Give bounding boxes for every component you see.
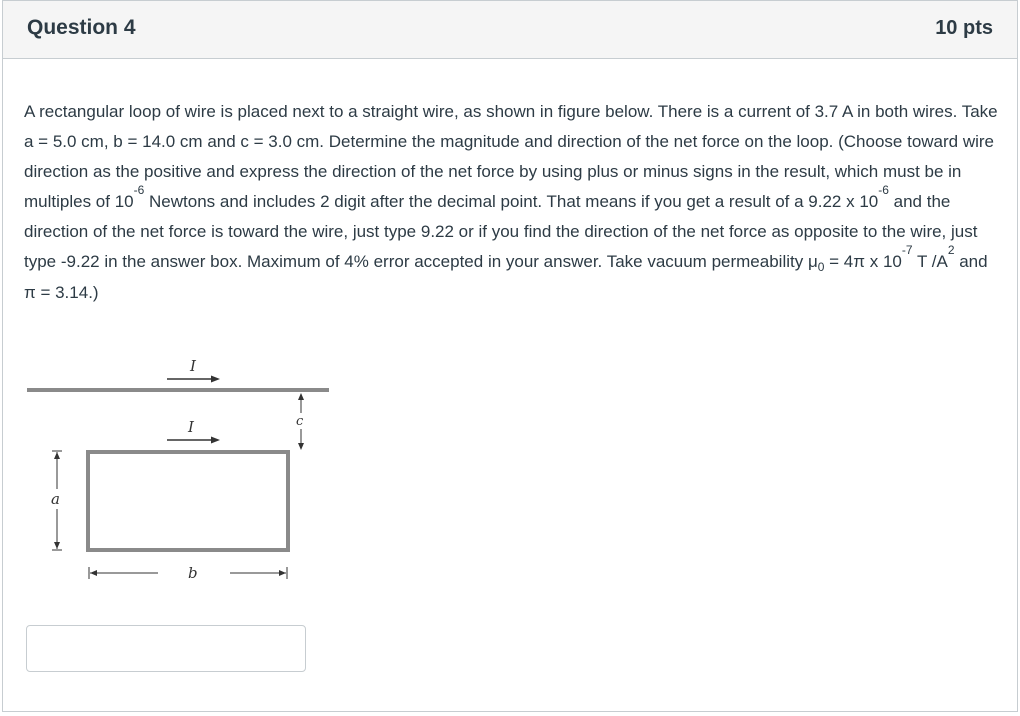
exponent: -6 (878, 183, 889, 197)
question-text (24, 97, 999, 308)
arrowhead-icon (54, 542, 60, 549)
answer-input[interactable] (26, 625, 306, 672)
exponent: 2 (947, 243, 955, 257)
question-text-part: A rectangular loop of wire is placed next to a straight wire, as shown in figure below. There is a current of 3.7 A in both wires. Take a = 5.0 cm, b = 14.0 cm and c = 3.0 cm. Determine the magnitude and direction of the net force on the loop. (Choose toward wire direction as the positive and express the direction of the net force by using plus or minus signs in the result, which must be in multiples of 10 (24, 102, 998, 211)
question-text-part: T /A (912, 252, 948, 271)
question-points: 10 pts (935, 17, 993, 39)
current-label-top: I (190, 357, 196, 375)
arrowhead-icon (298, 393, 304, 400)
question-title: Question 4 (27, 16, 136, 39)
question-text-part: = 4π x 10 (824, 252, 902, 271)
question-header (3, 1, 1017, 59)
dimension-c-label: c (296, 414, 304, 429)
arrowhead-icon (211, 437, 220, 444)
dimension-b-label: b (188, 564, 198, 582)
arrowhead-icon (54, 452, 60, 459)
arrowhead-icon (298, 443, 304, 450)
rectangular-loop (88, 452, 288, 550)
arrowhead-icon (279, 570, 286, 576)
arrowhead-icon (90, 570, 97, 576)
arrowhead-icon (211, 376, 220, 383)
question-text-part: and the direction of the net force is toward the wire, just type 9.22 or if you find the direction of the net force as opposite to the wire, just type -9.22 in the answer box. Maximum of 4% error accepted in your answer. Take vacuum permeability μ (24, 192, 978, 271)
question-text-part: Newtons and includes 2 digit after the decimal point. That means if you get a result of a 9.22 x 10 (144, 192, 879, 211)
subscript: 0 (817, 260, 825, 274)
exponent: -6 (133, 183, 145, 197)
current-label-loop: I (188, 418, 194, 436)
exponent: -7 (901, 243, 913, 257)
dimension-a-label: a (51, 490, 60, 508)
question-text-part: and π = 3.14.) (24, 252, 988, 302)
wire-loop-figure (20, 352, 340, 592)
